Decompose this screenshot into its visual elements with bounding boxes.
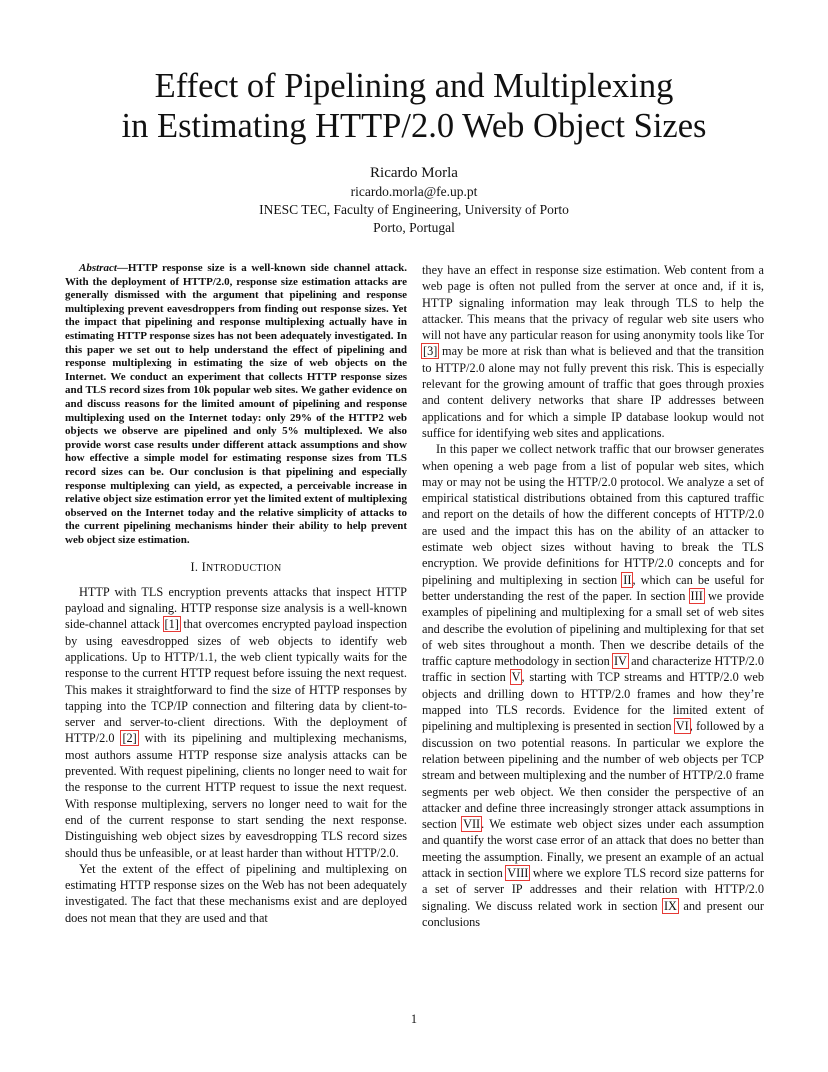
text-run: . We estimate web object sizes under each assumption and quantify the worst case error of an attack that does no better than meeting the assumption. Finally, we present an example of an actual attack in section xyxy=(422,817,764,880)
section-heading-introduction xyxy=(65,559,407,577)
right-column xyxy=(422,262,764,930)
section-heading-number: I. I xyxy=(190,560,206,575)
section-link-iv[interactable]: IV xyxy=(613,654,627,669)
citation-link-2[interactable]: [2] xyxy=(122,731,137,746)
author-block xyxy=(80,163,748,237)
abstract xyxy=(65,262,407,547)
intro-paragraph-1 xyxy=(65,584,407,861)
author-location: Porto, Portugal xyxy=(373,220,455,235)
text-run: with its pipelining and multiplexing mechanisms, most authors assume HTTP response size analysis attacks can be prevented. With request pipelining, clients no longer need to wait for the response to the current HTTP request to issue the next request. With response multiplexing, servers no longer need to wait for the end of the current response to start sending the next response. Distinguishing web object sizes by eavesdropping TLS record sizes should thus be unfeasible, or at least harder than without HTTP/2.0. xyxy=(65,731,407,860)
section-heading-title: NTRODUCTION xyxy=(206,563,282,575)
section-link-vii[interactable]: VII xyxy=(463,817,481,832)
author-affiliation: INESC TEC, Faculty of Engineering, University of Porto xyxy=(259,202,569,217)
text-run: they have an effect in response size estimation. Web content from a web page is often not pulled from the server at once and, if it is, HTTP signaling information may leak through TLS to help the attacker. This means that the privacy of regular web site users who will not have any particular reason for using anonymity tools like Tor xyxy=(422,263,764,343)
text-run: HTTP with TLS encryption prevents attacks that inspect HTTP payload and signaling. HTTP response size analysis is a well-known side-channel attack xyxy=(65,584,407,632)
text-run: , starting with TCP streams and HTTP/2.0 web objects and drilling down to HTTP/2.0 frames and how they’re mapped into TLS records. Evidence for the limited extent of pipelining and multiplexing is presented in section xyxy=(422,670,764,734)
text-run: may be more at risk than what is believed and that the transition to HTTP/2.0 alone may not fully prevent this risk. This is especially relevant for the growing amount of traffic that goes through proxies and content delivery networks that share IP addresses between applications and for which a simple IP database lookup would not suffice for identifying web sites and applications. xyxy=(422,344,764,440)
section-link-vi[interactable]: VI xyxy=(675,719,689,734)
section-link-viii[interactable]: VIII xyxy=(507,865,529,880)
citation-link-1[interactable]: [1] xyxy=(164,617,179,632)
left-column xyxy=(65,262,407,926)
arxiv-identifier-stamp xyxy=(8,300,58,760)
text-run: where we explore TLS record size patterns for a set of server IP addresses and their relation with HTTP/2.0 signaling. We discuss related work in section xyxy=(422,865,764,913)
author-email: ricardo.morla@fe.up.pt xyxy=(350,184,478,199)
text-run: and characterize HTTP/2.0 traffic in section xyxy=(422,654,764,685)
intro-paragraph-2-continued xyxy=(422,262,764,441)
text-run: , which can be useful for better understanding the rest of the paper. In section xyxy=(422,572,764,603)
section-link-ii[interactable]: II xyxy=(623,572,632,587)
author-name: Ricardo Morla xyxy=(370,165,458,181)
paper-title-line-2: in Estimating HTTP/2.0 Web Object Sizes xyxy=(121,107,707,145)
citation-link-3[interactable]: [3] xyxy=(423,344,438,359)
text-run: and present our conclusions xyxy=(422,898,764,929)
section-link-iii[interactable]: III xyxy=(690,588,703,603)
abstract-label: Abstract xyxy=(79,262,117,274)
text-run: , followed by a discussion on two potential reasons. In particular we explore the relation between pipelining and the number of web objects per TCP stream and between multiplexing and the number of HTTP/2.0 frame segments per web object. We then consider the perspective of an attacker and define three increasingly stronger attack assumptions in section xyxy=(422,719,765,832)
section-link-ix[interactable]: IX xyxy=(663,898,677,913)
abstract-text: —HTTP response size is a well-known side channel attack. With the deployment of HTTP/2.0, response size estimation attacks are generally dismissed with the argument that pipelining and response multiplexing prevent eavesdroppers from finding out response sizes. Yet the impact that pipelining and response multiplexing actually have in estimating HTTP response sizes has not been adequately investigated. In this paper we set out to help understand the effect of pipelining and response multiplexing in estimating the size of web objects on the Internet. We conduct an experiment that collects HTTP response sizes and TLS record sizes from 10k popular web sites. We gather evidence on and discuss reasons for the limited amount of pipelining and response multiplexing used on the Internet today: only 29% of the HTTP2 web objects we observe are pipelined and only 5% multiplexed. We also provide worst case results under different attack assumptions and show how effective a simple model for estimating response sizes from TLS record sizes can be. Our conclusion is that pipelining and especially response multiplexing can yield, as expected, a perceivable increase in relative object size estimation error yet the limited extent of multiplexing observed on the Internet today and the relative simplicity of attacks to the current pipelining mechanisms hinder their ability to help prevent web object size estimation. xyxy=(65,262,407,546)
paper-title-line-1: Effect of Pipelining and Multiplexing xyxy=(154,67,674,105)
paper-title xyxy=(80,66,748,146)
text-run: we provide examples of pipelining and multiplexing for a small set of web sites and describe the evolution of pipelining and multiplexing for that set of web sites throughout a month. Then we describe details of the traffic capture methodology in section xyxy=(422,588,764,669)
intro-paragraph-2: Yet the extent of the effect of pipelining and multiplexing on estimating HTTP response sizes on the Web has not been adequately investigated. The fact that these mechanisms exist and are deployed does not mean that they are used and that xyxy=(65,861,407,925)
text-run: that overcomes encrypted payload inspection by using eavesdropped sizes of web objects to identify web applications. Up to HTTP/1.1, the web client typically waits for the response to the current HTTP request before issuing the next request. This makes it straightforward to find the size of HTTP responses by tapping into the TCP/IP connection and filtering data by client-to-server and server-to-client directions. With the deployment of HTTP/2.0 xyxy=(65,617,407,746)
section-link-v[interactable]: V xyxy=(511,670,521,685)
intro-paragraph-3 xyxy=(422,441,764,930)
text-run: In this paper we collect network traffic that our browser generates when opening a web page from a list of popular web sites, which may or may not be using the HTTP/2.0 protocol. We analyze a set of empirical statistical distributions obtained from this captured traffic and report on the details of how the different concepts of HTTP/2.0 are used and the impact this has on the ability of an attacker to estimate web object sizes without having to break the TLS encryption. We provide definitions for HTTP/2.0 concepts and for pipelining and multiplexing in section xyxy=(422,442,764,587)
page-number: 1 xyxy=(410,1012,418,1026)
